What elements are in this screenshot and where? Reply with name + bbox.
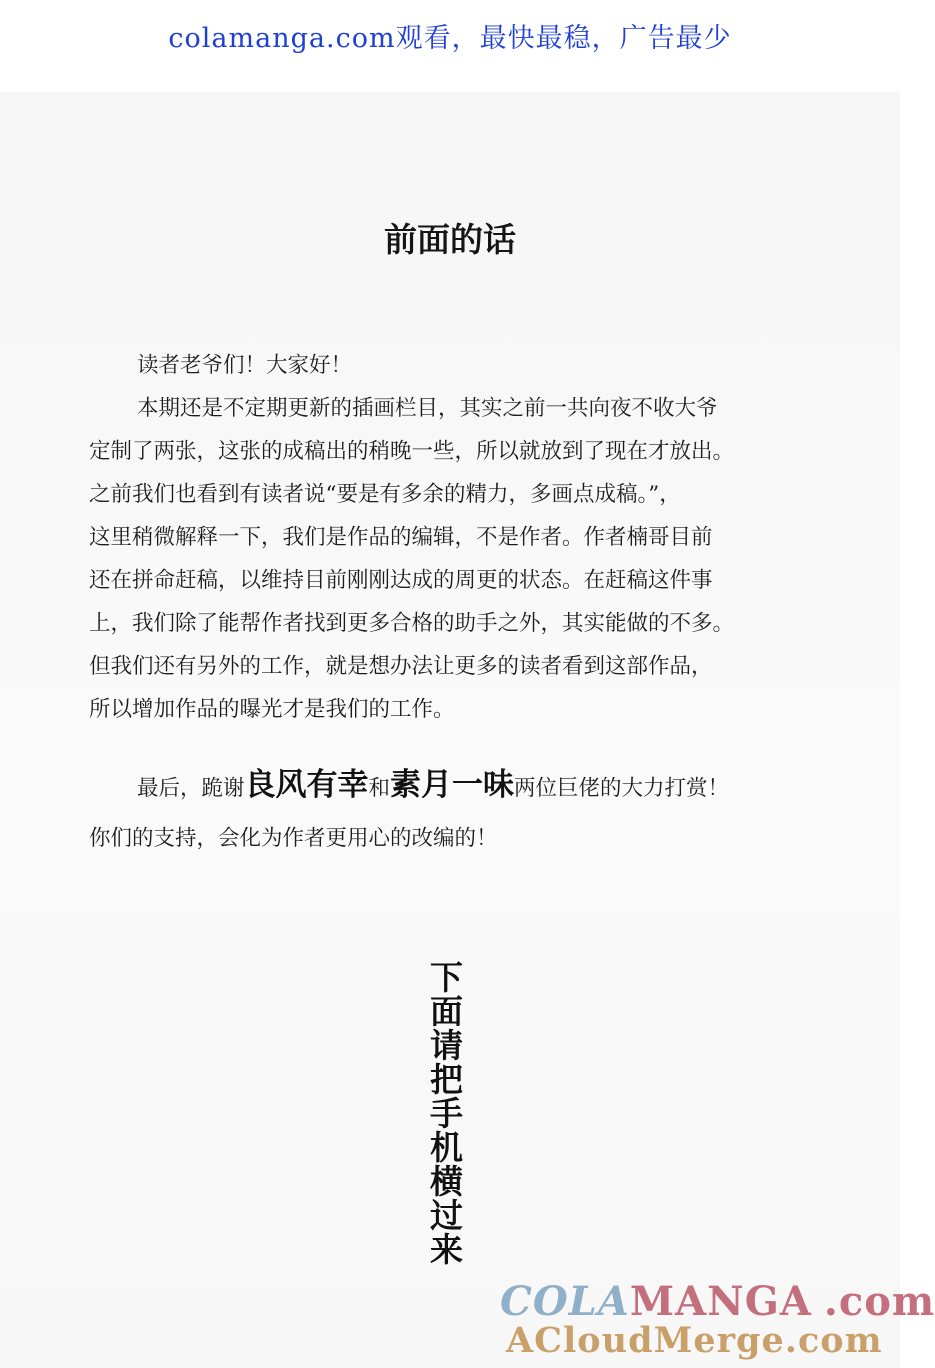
paragraph-line: 之前我们也看到有读者说“要是有多余的精力，多画点成稿。”， <box>89 482 681 507</box>
paragraph-line: 这里稍微解释一下，我们是作品的编辑，不是作者。作者楠哥目前 <box>89 525 713 550</box>
page-title: 前面的话 <box>384 220 516 259</box>
thanks-prefix: 最后，跪谢 <box>137 776 245 801</box>
thanks-suffix: 两位巨佬的大力打赏！ <box>514 776 730 801</box>
paragraph-line: 但我们还有另外的工作，就是想办法让更多的读者看到这部作品， <box>89 654 713 679</box>
manga-page <box>0 92 935 1368</box>
paragraph-line: 上，我们除了能帮作者找到更多合格的助手之外，其实能做的不多。 <box>89 611 735 636</box>
rotate-phone-notice: 下面请把手机横过来 <box>425 960 464 1266</box>
thanks-connector: 和 <box>368 776 391 801</box>
watermark-brand-tld: .com <box>823 1278 935 1325</box>
thanks-closing: 你们的支持，会化为作者更用心的改编的！ <box>89 826 498 851</box>
top-banner <box>0 0 900 92</box>
watermark-brand-part-1: COLA <box>500 1278 630 1325</box>
watermark-brand-part-2: MANGA <box>629 1278 812 1325</box>
donor-name-2: 素月一味 <box>390 767 515 803</box>
paragraph-line: 本期还是不定期更新的插画栏目，其实之前一共向夜不收大爷 <box>137 396 718 421</box>
paragraph-line: 所以增加作品的曝光才是我们的工作。 <box>89 697 455 722</box>
watermark-line-2: ACloudMerge.com <box>506 1320 883 1361</box>
preface-body <box>89 344 809 731</box>
paragraph-greeting: 读者老爷们！大家好！ <box>137 353 353 378</box>
paragraph-line: 定制了两张，这张的成稿出的稍晚一些，所以就放到了现在才放出。 <box>89 439 735 464</box>
watermark-brand <box>500 1278 935 1325</box>
site-watermark <box>500 1278 935 1361</box>
thanks-section <box>89 760 819 864</box>
donor-name-1: 良风有幸 <box>244 767 369 803</box>
site-notice-link[interactable]: colamanga.com观看，最快最稳，广告最少 <box>168 23 732 54</box>
paragraph-line: 还在拼命赶稿，以维持目前刚刚达成的周更的状态。在赶稿这件事 <box>89 568 713 593</box>
thanks-line <box>89 760 819 814</box>
